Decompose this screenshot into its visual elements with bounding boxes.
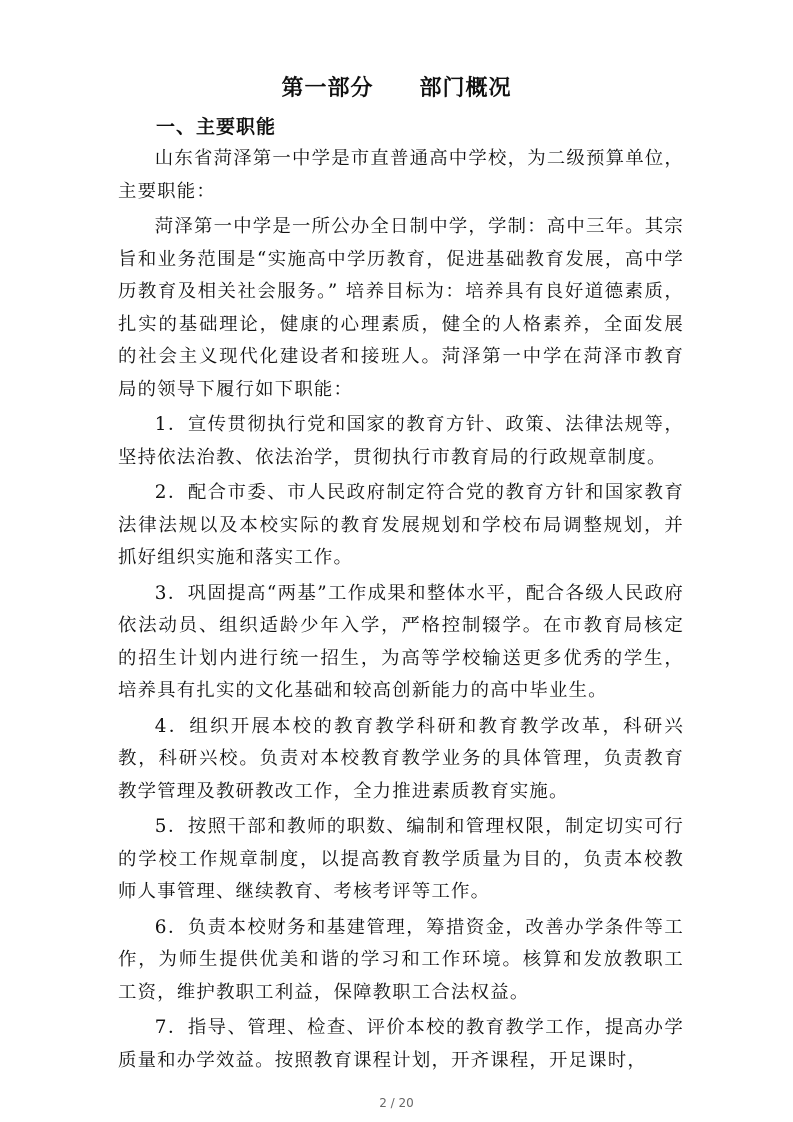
paragraph: 山东省菏泽第一中学是市直普通高中学校，为二级预算单位，主要职能：: [118, 148, 684, 202]
page-number: 2 / 20: [379, 1096, 414, 1110]
paragraph: 6．负责本校财务和基建管理，筹措资金，改善办学条件等工作，为师生提供优美和谐的学习和工作环境。核算和发放教职工工资，维护教职工利益，保障教职工合法权益。: [118, 916, 684, 1003]
body-text: [118, 143, 684, 1080]
paragraph: 3．巩固提高“两基”工作成果和整体水平，配合各级人民政府依法动员、组织适龄少年入学，严格控制辍学。在市教育局核定的招生计划内进行统一招生，为高等学校输送更多优秀的学生，培养具有扎实的文化基础和较高创新能力的高中毕业生。: [118, 582, 684, 701]
paragraph: 2．配合市委、市人民政府制定符合党的教育方针和国家教育法律法规以及本校实际的教育发展规划和学校布局调整规划，并抓好组织实施和落实工作。: [118, 482, 684, 568]
paragraph: 4．组织开展本校的教育教学科研和教育教学改革，科研兴教，科研兴校。负责对本校教育教学业务的具体管理，负责教育教学管理及教研教改工作，全力推进素质教育实施。: [118, 715, 684, 802]
title-part: 第一部分: [281, 75, 374, 101]
paragraph: 5．按照干部和教师的职数、编制和管理权限，制定切实可行的学校工作规章制度，以提高教育教学质量为目的，负责本校教师人事管理、继续教育、考核考评等工作。: [118, 816, 684, 902]
title-name: 部门概况: [419, 75, 512, 101]
paragraph: 1．宣传贯彻执行党和国家的教育方针、政策、法律法规等，坚持依法治教、依法治学，贯彻执行市教育局的行政规章制度。: [118, 414, 684, 468]
paragraph: 菏泽第一中学是一所公办全日制中学，学制：高中三年。其宗旨和业务范围是“实施高中学历教育，促进基础教育发展，高中学历教育及相关社会服务。” 培养目标为：培养具有良好道德素质，扎实的基础理论，健康的心理素质，健全的人格素养，全面发展的社会主义现代化建设者和接班人。菏泽第一中学在菏泽市教育局的领导下履行如下职能：: [118, 216, 684, 400]
section-heading: 一、主要职能: [156, 116, 277, 138]
paragraph: 7．指导、管理、检查、评价本校的教育教学工作，提高办学质量和办学效益。按照教育课程计划，开齐课程，开足课时，: [118, 1017, 684, 1071]
page-title: [0, 72, 793, 104]
